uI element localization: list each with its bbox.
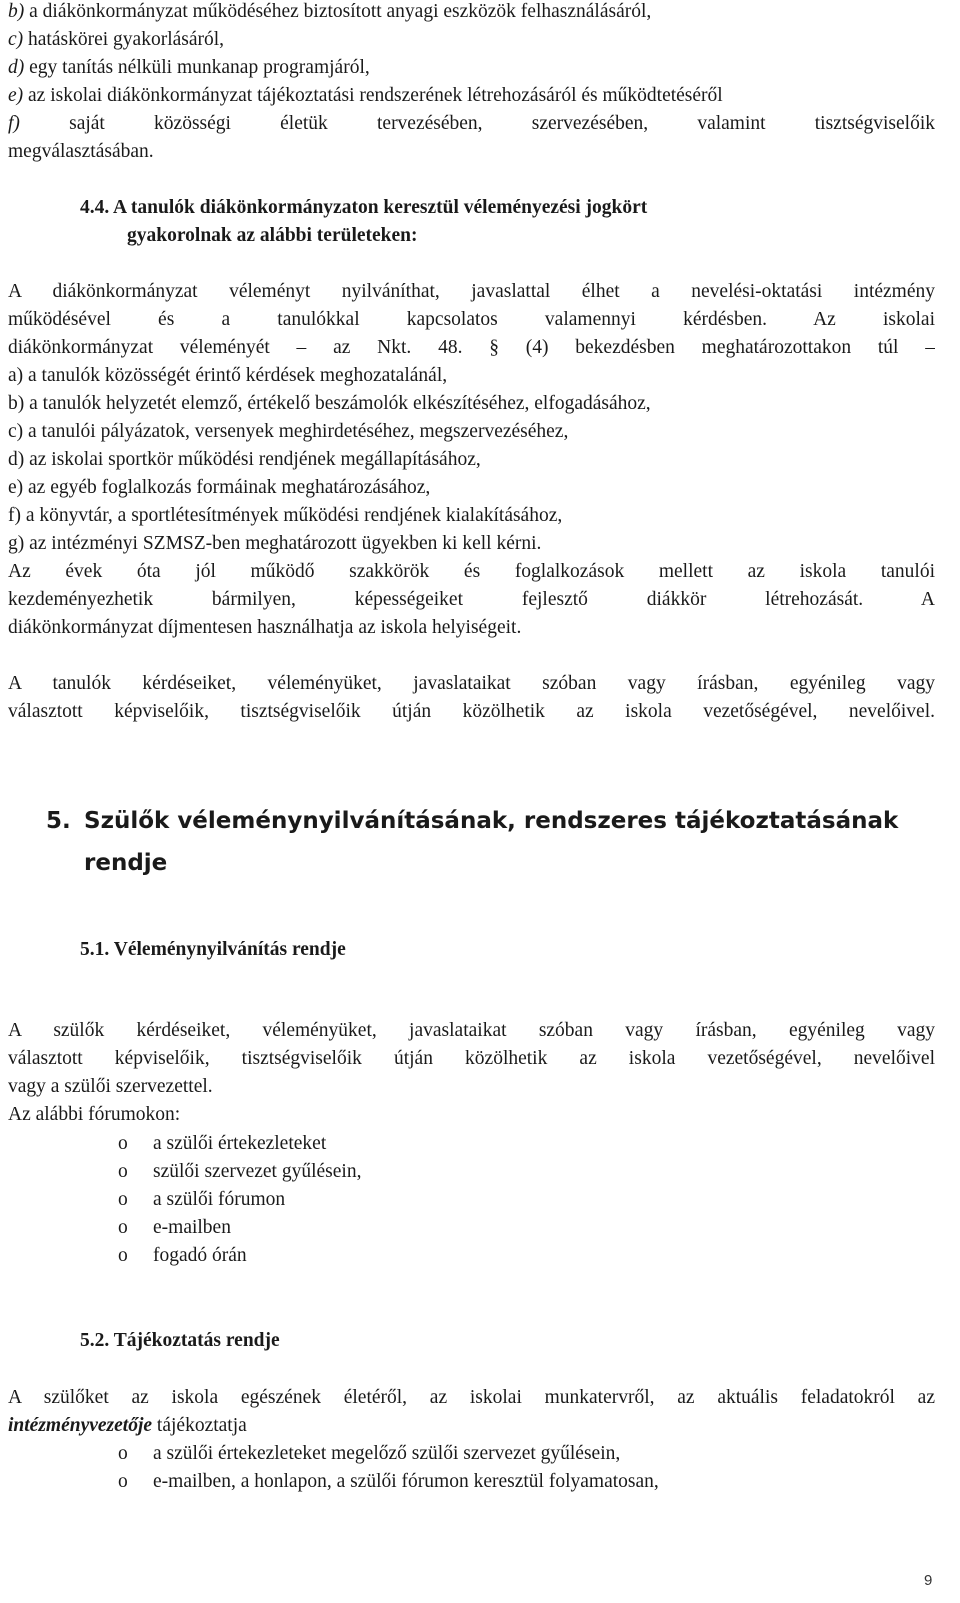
section-4-4-para2-line: diákönkormányzat díjmentesen használhatja az iskola helyiségeit. xyxy=(8,617,522,638)
section-4-4-para3-line: A tanulók kérdéseiket, véleményüket, javaslataikat szóban vagy írásban, egyénileg vagy xyxy=(8,673,935,694)
list-item: fogadó órán xyxy=(153,1245,247,1266)
list-item: a szülői értekezleteket megelőző szülői szervezet gyűlésein, xyxy=(153,1443,621,1464)
list-item: d) az iskolai sportkör működési rendjének megállapításához, xyxy=(8,449,481,470)
section-4-4-heading: 4.4. A tanulók diákönkormányzaton keresztül véleményezési jogkört xyxy=(80,197,648,218)
bullet-icon: o xyxy=(118,1133,128,1154)
section-4-4-para2-line: Az évek óta jól működő szakkörök és foglalkozások mellett az iskola tanulói xyxy=(8,561,935,582)
intro-item-c: c) hatáskörei gyakorlásáról, xyxy=(8,29,225,50)
list-item: e-mailben, a honlapon, a szülői fórumon keresztül folyamatosan, xyxy=(153,1471,659,1492)
bullet-icon: o xyxy=(118,1217,128,1238)
emphasis-text: intézményvezetője xyxy=(8,1415,153,1436)
intro-item-f: f) saját közösségi életük tervezésében, szervezésében, valamint tisztségviselőik xyxy=(8,113,935,134)
intro-continuation: megválasztásában. xyxy=(8,141,154,162)
section-5-1-para-line: választott képviselőik, tisztségviselőik útján közölhetik az iskola vezetőségével, nevelőivel xyxy=(8,1048,935,1069)
bullet-icon: o xyxy=(118,1189,128,1210)
list-item: g) az intézményi SZMSZ-ben meghatározott ügyekben ki kell kérni. xyxy=(8,533,542,554)
intro-item-e: e) az iskolai diákönkormányzat tájékoztatási rendszerének létrehozásáról és működtetéséről xyxy=(8,85,723,106)
section-5-1-para-line: vagy a szülői szervezettel. xyxy=(8,1076,213,1097)
list-item: c) a tanulói pályázatok, versenyek meghirdetéséhez, megszervezéséhez, xyxy=(8,421,569,442)
section-5-2-para-line: A szülőket az iskola egészének életéről, az iskolai munkatervről, az aktuális feladatokról az xyxy=(8,1387,935,1408)
bullet-icon: o xyxy=(118,1245,128,1266)
section-5-2-para-line: intézményvezetője tájékoztatja xyxy=(8,1415,247,1436)
section-4-4-para1-line: működésével és a tanulókkal kapcsolatos valamennyi kérdésben. Az iskolai xyxy=(8,309,935,330)
section-4-4-heading-cont: gyakorolnak az alábbi területeken: xyxy=(127,225,418,246)
section-4-4-para3-line: választott képviselőik, tisztségviselőik útján közölhetik az iskola vezetőségével, nevelőivel. xyxy=(8,701,935,722)
section-5-1-para-line: A szülők kérdéseiket, véleményüket, javaslataikat szóban vagy írásban, egyénileg vagy xyxy=(8,1020,935,1041)
chapter-5-title: Szülők véleménynyilvánításának, rendszeres tájékoztatásának xyxy=(84,808,899,834)
list-item: a) a tanulók közösségét érintő kérdések meghozatalánál, xyxy=(8,365,448,386)
forums-intro: Az alábbi fórumokon: xyxy=(8,1104,181,1125)
bullet-icon: o xyxy=(118,1471,128,1492)
section-5-1-heading: 5.1. Véleménynyilvánítás rendje xyxy=(80,939,346,960)
page-number: 9 xyxy=(924,1572,933,1589)
section-4-4-para1-line: A diákönkormányzat véleményt nyilváníthat, javaslattal élhet a nevelési-oktatási intézmény xyxy=(8,281,935,302)
bullet-icon: o xyxy=(118,1443,128,1464)
intro-item-d: d) egy tanítás nélküli munkanap programjáról, xyxy=(8,57,370,78)
section-4-4-para1-line: diákönkormányzat véleményét – az Nkt. 48. § (4) bekezdésben meghatározottakon túl – xyxy=(8,337,935,358)
section-5-2-heading: 5.2. Tájékoztatás rendje xyxy=(80,1330,280,1351)
list-item: e) az egyéb foglalkozás formáinak meghatározásához, xyxy=(8,477,431,498)
chapter-5-number: 5. xyxy=(46,808,71,834)
list-item: a szülői értekezleteket xyxy=(153,1133,327,1154)
list-item: e-mailben xyxy=(153,1217,231,1238)
list-item: a szülői fórumon xyxy=(153,1189,286,1210)
bullet-icon: o xyxy=(118,1161,128,1182)
list-item: f) a könyvtár, a sportlétesítmények működési rendjének kialakításához, xyxy=(8,505,563,526)
list-item: szülői szervezet gyűlésein, xyxy=(153,1161,362,1182)
intro-item-b: b) a diákönkormányzat működéséhez biztosított anyagi eszközök felhasználásáról, xyxy=(8,1,652,22)
list-item: b) a tanulók helyzetét elemző, értékelő beszámolók elkészítéséhez, elfogadásához, xyxy=(8,393,651,414)
section-4-4-para2-line: kezdeményezhetik bármilyen, képességeiket fejlesztő diákkör létrehozását. A xyxy=(8,589,935,610)
chapter-5-title-cont: rendje xyxy=(84,850,168,876)
